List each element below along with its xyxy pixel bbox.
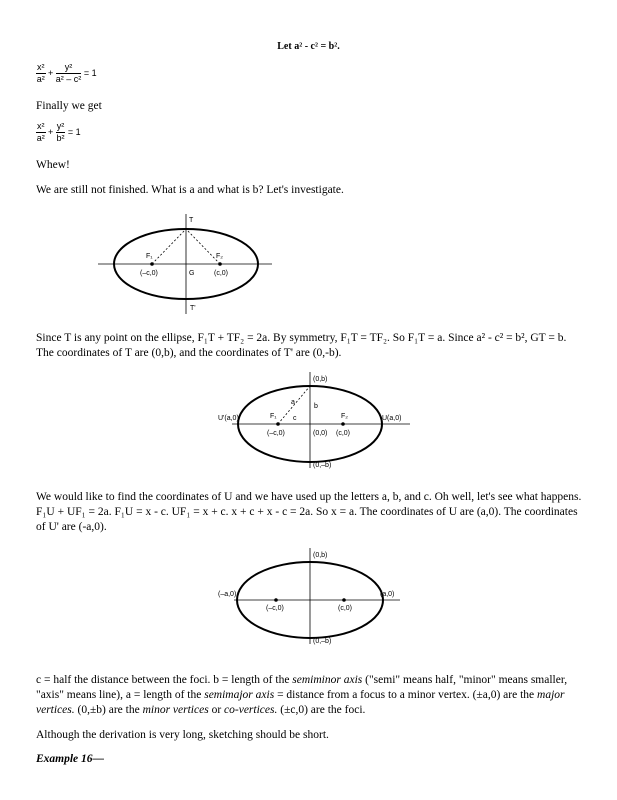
fig1-dashed-tf2 bbox=[186, 229, 220, 264]
fig3-label-c0: (c,0) bbox=[338, 605, 352, 612]
header-line: Let a² - c² = b². bbox=[277, 41, 340, 52]
eq2-x-num: x² bbox=[37, 121, 45, 131]
eq2-x-den: a² bbox=[36, 133, 45, 143]
fig2-label-f1: F₁ bbox=[270, 413, 277, 420]
fig3-label-negc: (–c,0) bbox=[266, 605, 284, 612]
eq2-y-num: y² bbox=[56, 121, 65, 131]
para3-s2: ("semi" means half, "minor" means smaller, "axis" means line), a = length of the bbox=[36, 674, 568, 701]
figure-2-ellipse bbox=[218, 370, 412, 470]
fig2-label-a: a bbox=[291, 399, 295, 406]
fig2-label-top: (0,b) bbox=[313, 376, 328, 383]
fig3-label-left: (–a,0) bbox=[218, 591, 237, 598]
term-semimajor-axis: semimajor axis bbox=[204, 689, 275, 701]
paragraph-3 bbox=[36, 673, 582, 718]
eq1-x-den: a² bbox=[36, 74, 45, 84]
figure-1-ellipse bbox=[96, 210, 276, 320]
eq1-x-num: x² bbox=[37, 62, 45, 72]
fig2-label-origin: (0,0) bbox=[313, 430, 328, 437]
fig2-focus-f2 bbox=[341, 422, 345, 426]
paragraph-2: We would like to find the coordinates of U and we have used up the letters a, b, and c. Oh well, let's see what happens. F₁U + UF₁ = 2a. F₁U = x - c. UF₁ = x + c. x + c + x - c = 2a. So x = a. The coordinates of U are (a,0). The coordinates of U' are (-a,0). bbox=[36, 491, 582, 533]
eq1-x-fraction bbox=[36, 62, 46, 85]
fig2-label-c0: (c,0) bbox=[336, 430, 350, 437]
fig1-label-g: G bbox=[189, 270, 195, 277]
fig2-label-negc: (–c,0) bbox=[267, 430, 285, 437]
equation-1 bbox=[36, 62, 97, 85]
example-heading: Example 16— bbox=[36, 753, 105, 765]
eq1-y-den: a² – c² bbox=[55, 74, 82, 84]
fig3-focus-left bbox=[274, 598, 278, 602]
eq1-rhs: = 1 bbox=[83, 67, 97, 78]
fig1-label-tp: T' bbox=[190, 305, 196, 312]
fig3-label-bottom: (0,–b) bbox=[313, 638, 332, 645]
fig1-label-t: T bbox=[189, 217, 194, 224]
fig1-label-f2: F₂ bbox=[216, 253, 223, 260]
term-semiminor-axis: semiminor axis bbox=[292, 674, 363, 686]
paragraph-1: Since T is any point on the ellipse, F₁T + TF₂ = 2a. By symmetry, F₁T = TF₂. So F₁T = a. Since a² - c² = b², GT = b. The coordinates of T are (0,b), and the coordinates of T' are (0,-b). bbox=[36, 332, 567, 359]
eq1-plus: + bbox=[48, 67, 54, 78]
fig2-focus-f1 bbox=[276, 422, 280, 426]
paragraph-4: Although the derivation is very long, sketching should be short. bbox=[36, 729, 329, 741]
eq2-y-den: b² bbox=[56, 133, 65, 143]
para3-s6: (±c,0) are the foci. bbox=[277, 704, 366, 716]
para3-s1: c = half the distance between the foci. b = length of the bbox=[36, 674, 293, 686]
term-major-vertices: major vertices. bbox=[36, 689, 565, 716]
whew-text: Whew! bbox=[36, 159, 70, 171]
fig1-dashed-f1t bbox=[152, 229, 186, 264]
fig2-label-u: U(a,0) bbox=[382, 415, 402, 422]
eq2-x-fraction bbox=[36, 121, 46, 144]
fig2-label-c: c bbox=[293, 415, 297, 422]
para3-s4: (0,±b) are the bbox=[74, 704, 143, 716]
fig3-label-right: (a,0) bbox=[380, 591, 395, 598]
para3-s3: = distance from a focus to a minor vertex. (±a,0) are the bbox=[274, 689, 538, 701]
eq2-plus: + bbox=[48, 126, 54, 137]
fig2-label-up: U'(a,0) bbox=[218, 415, 239, 422]
finally-text: Finally we get bbox=[36, 100, 102, 112]
fig2-label-bottom: (0,–b) bbox=[313, 462, 332, 469]
eq1-y-fraction bbox=[56, 62, 82, 85]
eq2-rhs: = 1 bbox=[67, 126, 81, 137]
figure-3-ellipse bbox=[214, 546, 404, 646]
fig1-label-f1: F₁ bbox=[146, 253, 153, 260]
term-minor-vertices: minor vertices bbox=[142, 704, 209, 716]
fig1-focus-f1 bbox=[150, 262, 154, 266]
question-text: We are still not finished. What is a and what is b? Let's investigate. bbox=[36, 184, 344, 196]
fig3-focus-right bbox=[342, 598, 346, 602]
eq1-y-num: y² bbox=[56, 62, 82, 74]
eq2-y-fraction bbox=[56, 121, 66, 144]
term-co-vertices: co-vertices. bbox=[224, 704, 278, 716]
fig3-label-top: (0,b) bbox=[313, 552, 328, 559]
fig1-focus-f2 bbox=[218, 262, 222, 266]
fig2-label-f2: F₂ bbox=[341, 413, 348, 420]
fig1-label-right: (c,0) bbox=[214, 270, 228, 277]
fig2-label-b: b bbox=[314, 403, 318, 410]
para3-s5: or bbox=[208, 704, 225, 716]
equation-2 bbox=[36, 121, 81, 144]
fig1-label-left: (–c,0) bbox=[140, 270, 158, 277]
